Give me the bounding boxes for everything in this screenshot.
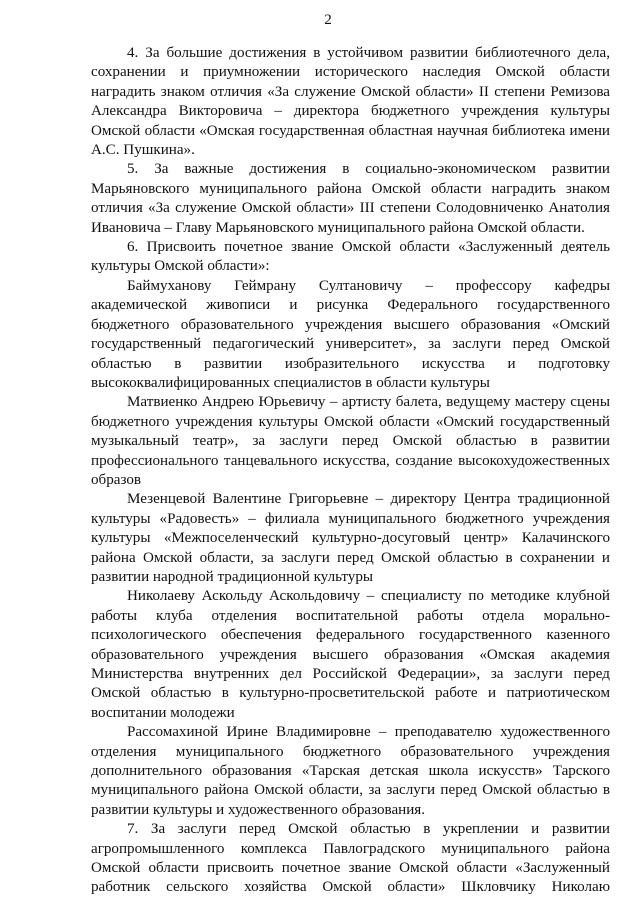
document-body [91, 44, 610, 898]
paragraph-agriculture-award: 7. За заслуги перед Омской областью в укреплении и развитии агропромышленного комплекса Павлоградского муниципального района Омской области присвоить почетное звание Омской области «Заслуженный работник сельского хозяйства Омской области» Шкловчику Николаю [91, 821, 610, 896]
paragraph-award-remizov: 4. За большие достижения в устойчивом развитии библиотечного дела, сохранении и приумножении исторического наследия Омской области наградить знаком отличия «За служение Омской области» II степени Ремизова Александра Викторовича – директора бюджетного учреждения культуры Омской области «Омская государственная областная научная библиотека имени А.С. Пушкина». [91, 45, 610, 159]
paragraph-rassomakhina: Рассомахиной Ирине Владимировне – преподавателю художественного отделения муниципального бюджетного образовательного учреждения дополнительного образования «Тарская детская школа искусств» Тарского муниципального района Омской области, за заслуги перед Омской областью в развитии культуры и художественного образования. [91, 724, 610, 818]
paragraph-baimukhanov: Баймуханову Геймрану Султановичу – профессору кафедры академической живописи и рисунка Федерального государственного бюджетного образовательного учреждения высшего образования «Омский государственный педагогический университет», за заслуги перед Омской областью в развитии изобразительного искусства и подготовку высококвалифицированных специалистов в области культуры [91, 277, 610, 391]
paragraph-culture-title-heading: 6. Присвоить почетное звание Омской области «Заслуженный деятель культуры Омской области»: [91, 239, 610, 275]
paragraph-mezentseva: Мезенцевой Валентине Григорьевне – директору Центра традиционной культуры «Радовесть» – филиала муниципального бюджетного учреждения культуры «Межпоселенческий культурно-досуговый центр» Калачинского района Омской области, за заслуги перед Омской областью в сохранении и развитии народной традиционной культуры [91, 491, 610, 585]
paragraph-award-solodovnichenko: 5. За важные достижения в социально-экономическом развитии Марьяновского муниципального района Омской области наградить знаком отличия «За служение Омской области» III степени Солодовниченко Анатолия Ивановича – Главу Марьяновского муниципального района Омской области. [91, 161, 610, 236]
page-number: 2 [324, 12, 332, 28]
paragraph-nikolaev: Николаеву Аскольду Аскольдовичу – специалисту по методике клубной работы клуба отделения воспитательной работы отдела морально-психологического обеспечения федерального государственного казенного образовательного учреждения высшего образования «Омская академия Министерства внутренних дел Российской Федерации», за заслуги перед Омской областью в культурно-просветительской работе и патриотическом воспитании молодежи [91, 588, 610, 721]
paragraph-matvienko: Матвиенко Андрею Юрьевичу – артисту балета, ведущему мастеру сцены бюджетного учреждения культуры Омской области «Омский государственный музыкальный театр», за заслуги перед Омской областью в развитии профессионального танцевального искусства, создание высокохудожественных образов [91, 394, 610, 488]
